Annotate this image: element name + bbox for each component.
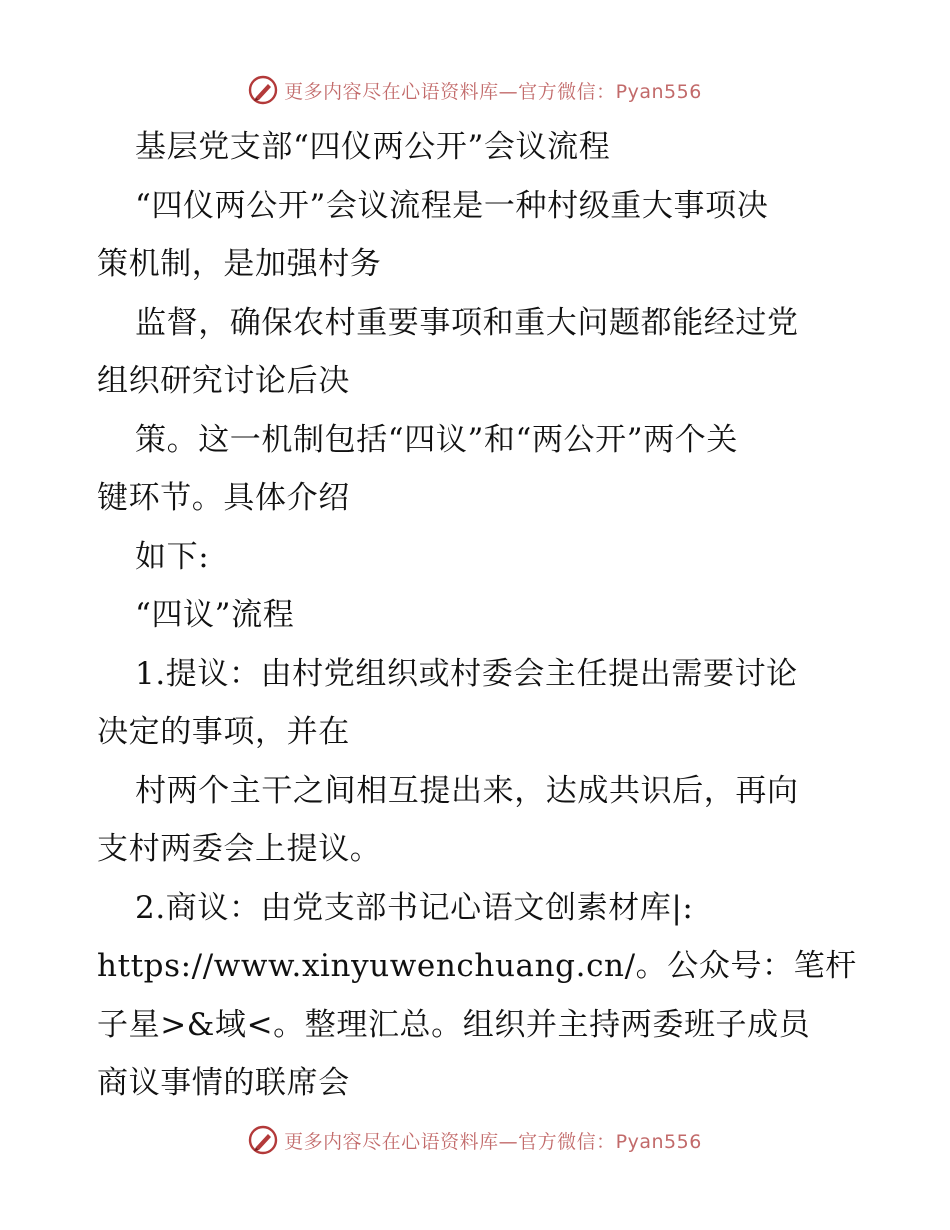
paragraph-line: “四仪两公开”会议流程是一种村级重大事项决 (135, 187, 769, 224)
watermark-banner-top (0, 70, 950, 110)
paragraph-line: 策机制，是加强村务 (97, 246, 382, 282)
paragraph-line: 商议事情的联席会 (97, 1065, 350, 1101)
watermark-text: 更多内容尽在心语资料库—官方微信：Pyan556 (284, 1130, 702, 1153)
paragraph-line: 组织研究讨论后决 (97, 363, 350, 399)
watermark-banner-bottom (0, 1120, 950, 1160)
list-item-line: 决定的事项，并在 (97, 714, 350, 750)
document-body (97, 118, 857, 1113)
list-item-line: 1.提议：由村党组织或村委会主任提出需要讨论 (135, 655, 798, 692)
paragraph-line: 键环节。具体介绍 (97, 480, 350, 516)
paragraph-line: 村两个主干之间相互提出来，达成共识后，再向 (135, 772, 799, 809)
paragraph-line: 如下: (135, 538, 210, 575)
pen-logo-icon (248, 1125, 278, 1155)
paragraph-line: https://www.xinyuwenchuang.cn/。公众号：笔杆 (97, 948, 857, 984)
document-title: 基层党支部“四仪两公开”会议流程 (135, 129, 611, 165)
paragraph-line: 支村两委会上提议。 (97, 831, 382, 867)
section-heading: “四议”流程 (135, 597, 295, 633)
paragraph-line: 监督，确保农村重要事项和重大问题都能经过党 (135, 304, 799, 341)
paragraph-line: 策。这一机制包括“四议”和“两公开”两个关 (135, 421, 738, 458)
list-item-line: 2.商议：由党支部书记心语文创素材库|: (135, 889, 694, 926)
watermark-text: 更多内容尽在心语资料库—官方微信：Pyan556 (284, 80, 702, 103)
paragraph-line: 子星>&域<。整理汇总。组织并主持两委班子成员 (97, 1006, 811, 1043)
pen-logo-icon (248, 75, 278, 105)
